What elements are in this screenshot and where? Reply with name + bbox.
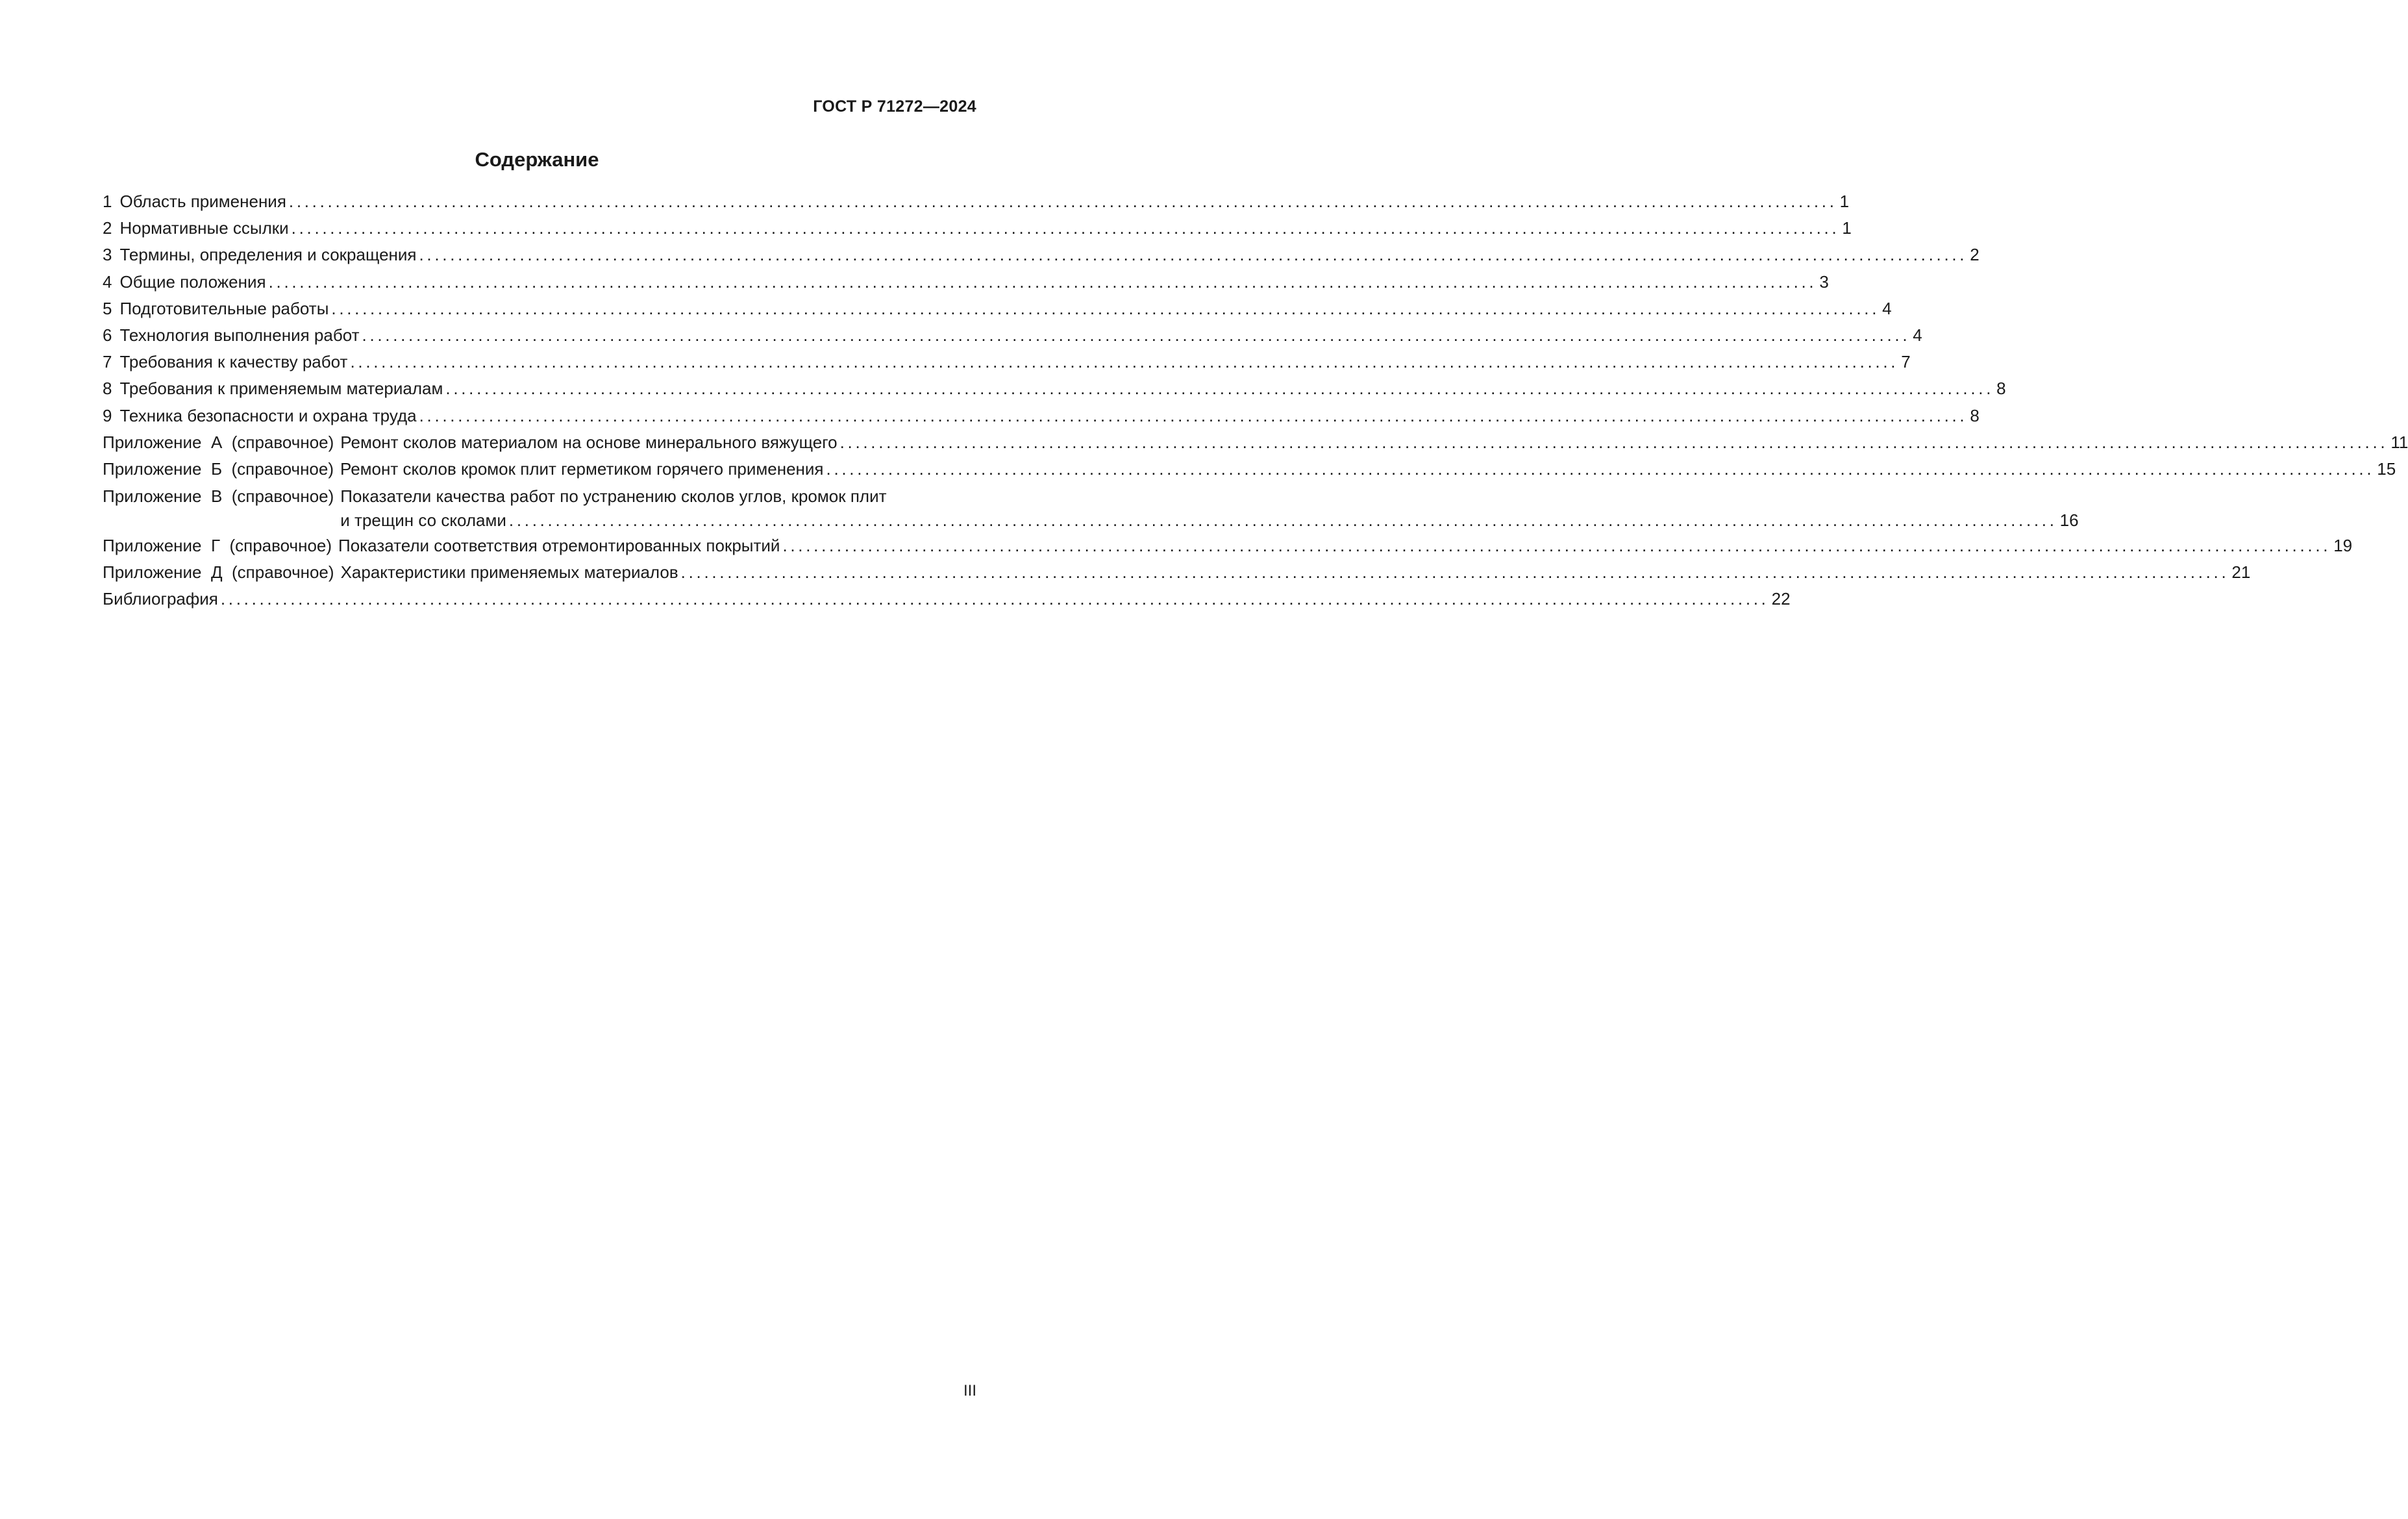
dot-leader: ........................................................................................................................................................................................................ bbox=[826, 458, 2375, 479]
toc-entry-page: 8 bbox=[1996, 379, 2006, 399]
dot-leader: ........................................................................................................................................................................................................ bbox=[419, 405, 1968, 425]
toc-entry-6[interactable] bbox=[103, 322, 1922, 349]
toc-appendix-a[interactable] bbox=[103, 429, 2408, 456]
appendix-page: 11 bbox=[2390, 432, 2408, 452]
dot-leader: ........................................................................................................................................................................................................ bbox=[268, 271, 1817, 292]
dot-leader: ........................................................................................................................................................................................................ bbox=[220, 589, 1769, 609]
toc-entry-number: 6 bbox=[103, 325, 112, 345]
toc-entry-label: Область применения bbox=[119, 192, 286, 211]
toc-entry-page: 7 bbox=[1901, 352, 1911, 372]
toc-entry-label: Техника безопасности и охрана труда bbox=[119, 405, 417, 425]
toc-entry-page: 8 bbox=[1970, 405, 1980, 425]
toc-entry-label: Технология выполнения работ bbox=[119, 325, 360, 345]
appendix-page: 21 bbox=[2231, 562, 2251, 583]
appendix-page: 15 bbox=[2377, 458, 2396, 479]
toc-appendix-g[interactable] bbox=[103, 533, 2353, 559]
appendix-prefix: Приложение Б (справочное) bbox=[103, 458, 334, 479]
appendix-label-line1: Показатели качества работ по устранению сколов углов, кромок плит bbox=[340, 486, 887, 507]
appendix-label-line2-row bbox=[340, 508, 2079, 533]
bibliography-label: Библиография bbox=[103, 589, 218, 609]
toc-entry-page: 1 bbox=[1839, 192, 1850, 211]
appendix-label-line2: и трещин со сколами bbox=[340, 510, 506, 531]
toc-entry-number: 1 bbox=[103, 192, 112, 211]
dot-leader: ........................................................................................................................................................................................................ bbox=[782, 536, 2331, 556]
toc-entry-3[interactable] bbox=[103, 242, 1980, 268]
appendix-prefix: Приложение Д (справочное) bbox=[103, 562, 334, 583]
dot-leader: ........................................................................................................................................................................................................ bbox=[291, 218, 1840, 238]
toc-entry-1[interactable] bbox=[103, 188, 1850, 215]
toc-entry-5[interactable] bbox=[103, 295, 1892, 322]
toc-entry-page: 1 bbox=[1842, 218, 1852, 238]
appendix-prefix: Приложение А (справочное) bbox=[103, 432, 334, 452]
appendix-page: 19 bbox=[2333, 536, 2353, 556]
toc-entry-number: 2 bbox=[103, 218, 112, 238]
dot-leader: ........................................................................................................................................................................................................ bbox=[362, 325, 1911, 345]
dot-leader: ........................................................................................................................................................................................................ bbox=[419, 245, 1968, 265]
toc-title: Содержание bbox=[475, 148, 599, 171]
toc-entry-2[interactable] bbox=[103, 215, 1852, 242]
toc-entry-number: 8 bbox=[103, 379, 112, 399]
toc-entry-page: 4 bbox=[1913, 325, 1922, 345]
toc-appendix-d[interactable] bbox=[103, 559, 2251, 586]
toc-entry-label: Термины, определения и сокращения bbox=[119, 245, 417, 265]
appendix-label-block bbox=[340, 484, 2079, 533]
dot-leader: ........................................................................................................................................................................................................ bbox=[680, 562, 2229, 583]
toc-entry-7[interactable] bbox=[103, 349, 1911, 375]
table-of-contents bbox=[103, 188, 2408, 613]
appendix-label: Ремонт сколов материалом на основе минерального вяжущего bbox=[340, 432, 838, 452]
toc-entry-8[interactable] bbox=[103, 375, 2006, 402]
appendix-prefix: Приложение В (справочное) bbox=[103, 486, 334, 507]
dot-leader: ........................................................................................................................................................................................................ bbox=[288, 192, 1837, 211]
dot-leader: ........................................................................................................................................................................................................ bbox=[350, 352, 1899, 372]
toc-entry-label: Общие положения bbox=[119, 271, 266, 292]
toc-entry-page: 2 bbox=[1970, 245, 1980, 265]
toc-entry-label: Требования к применяемым материалам bbox=[119, 379, 443, 399]
dot-leader: ........................................................................................................................................................................................................ bbox=[508, 510, 2057, 531]
dot-leader: ........................................................................................................................................................................................................ bbox=[839, 432, 2389, 452]
toc-appendix-v[interactable] bbox=[103, 484, 2079, 533]
appendix-label: Ремонт сколов кромок плит герметиком горячего применения bbox=[340, 458, 824, 479]
bibliography-page: 22 bbox=[1771, 589, 1791, 609]
appendix-prefix: Приложение Г (справочное) bbox=[103, 536, 332, 556]
appendix-label: Показатели соответствия отремонтированных покрытий bbox=[338, 536, 780, 556]
toc-entry-number: 9 bbox=[103, 405, 112, 425]
toc-entry-page: 3 bbox=[1819, 271, 1829, 292]
dot-leader: ........................................................................................................................................................................................................ bbox=[445, 379, 1994, 399]
toc-entry-number: 5 bbox=[103, 298, 112, 318]
appendix-page: 16 bbox=[2059, 510, 2079, 531]
page-number: III bbox=[963, 1382, 976, 1400]
toc-entry-9[interactable] bbox=[103, 403, 1980, 429]
toc-entry-number: 7 bbox=[103, 352, 112, 372]
toc-appendix-b[interactable] bbox=[103, 456, 2396, 483]
appendix-label: Характеристики применяемых материалов bbox=[340, 562, 678, 583]
document-code: ГОСТ Р 71272—2024 bbox=[813, 97, 976, 116]
toc-entry-4[interactable] bbox=[103, 269, 1829, 295]
toc-entry-number: 4 bbox=[103, 271, 112, 292]
toc-entry-label: Подготовительные работы bbox=[119, 298, 329, 318]
dot-leader: ........................................................................................................................................................................................................ bbox=[331, 298, 1880, 318]
toc-entry-number: 3 bbox=[103, 245, 112, 265]
toc-bibliography[interactable] bbox=[103, 586, 1791, 612]
toc-entry-page: 4 bbox=[1882, 298, 1892, 318]
toc-entry-label: Требования к качеству работ bbox=[119, 352, 348, 372]
toc-entry-label: Нормативные ссылки bbox=[119, 218, 289, 238]
